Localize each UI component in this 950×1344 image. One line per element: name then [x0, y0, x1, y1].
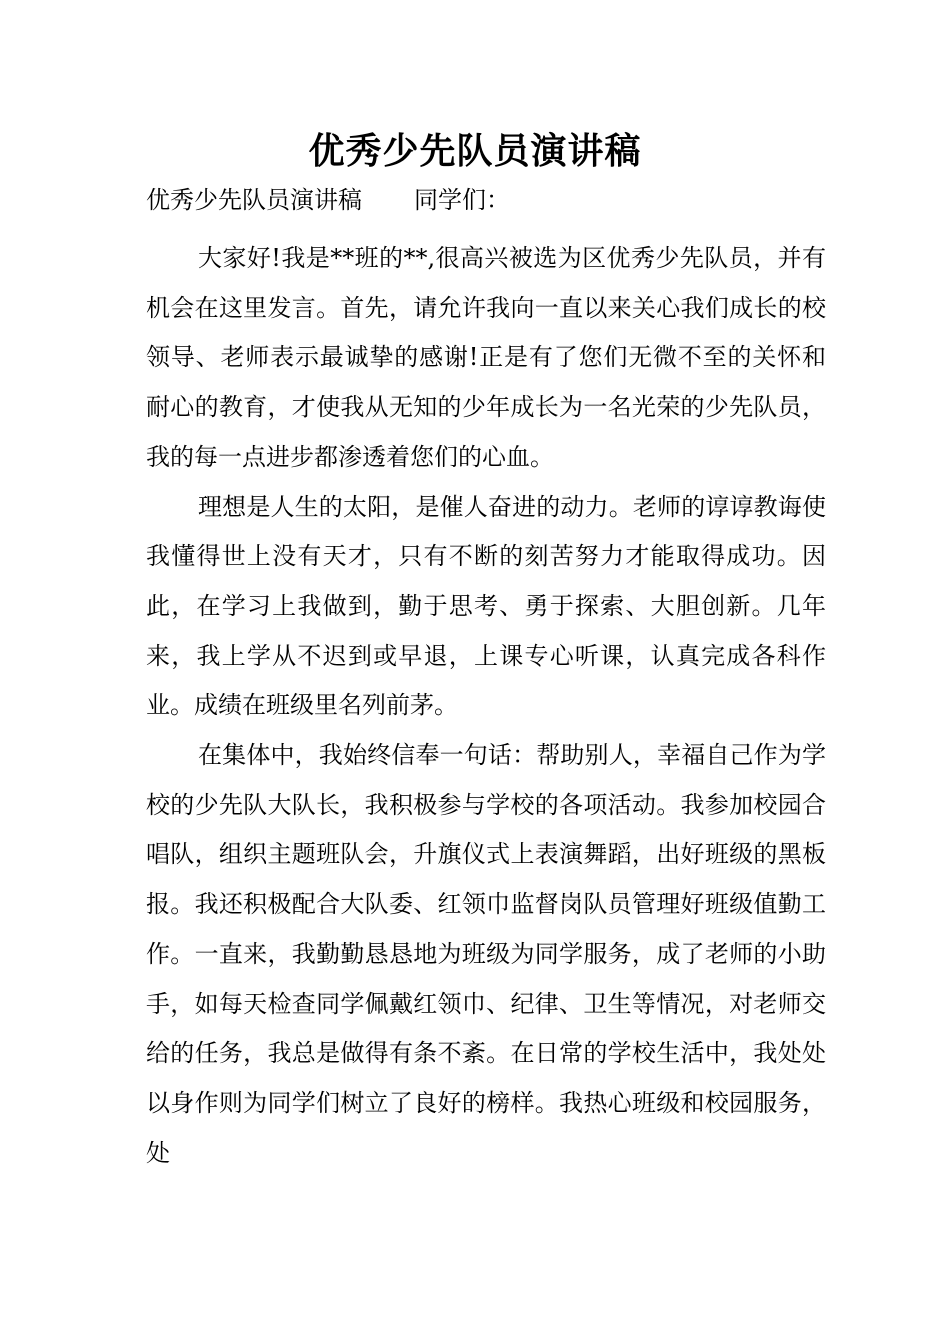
document-title: 优秀少先队员演讲稿 — [308, 130, 642, 172]
paragraph: 理想是人生的太阳，是催人奋进的动力。老师的谆谆教诲使我懂得世上没有天才，只有不断的刻苦努力才能取得成功。因此，在学习上我做到，勤于思考、勇于探索、大胆创新。几年来，我上学从不迟到或早退，上课专心听课，认真完成各科作业。成绩在班级里名列前茅。 — [146, 492, 826, 720]
greeting-text: 同学们： — [414, 186, 510, 214]
subtitle-line — [146, 182, 510, 218]
document-body — [146, 234, 826, 1178]
paragraph: 大家好!我是**班的**,很高兴被选为区优秀少先队员，并有机会在这里发言。首先，请允许我向一直以来关心我们成长的校领导、老师表示最诚挚的感谢!正是有了您们无微不至的关怀和耐心的教育，才使我从无知的少年成长为一名光荣的少先队员，我的每一点进步都渗透着您们的心血。 — [146, 244, 826, 471]
paragraph: 在集体中，我始终信奉一句话：帮助别人，幸福自己作为学校的少先队大队长，我积极参与学校的各项活动。我参加校园合唱队，组织主题班队会，升旗仪式上表演舞蹈，出好班级的黑板报。我还积极配合大队委、红领巾监督岗队员管理好班级值勤工作。一直来，我勤勤恳恳地为班级为同学服务，成了老师的小助手，如每天检查同学佩戴红领巾、纪律、卫生等情况，对老师交给的任务，我总是做得有条不紊。在日常的学校生活中，我处处以身作则为同学们树立了良好的榜样。我热心班级和校园服务，处 — [146, 741, 826, 1167]
subtitle-text: 优秀少先队员演讲稿 — [146, 186, 362, 214]
